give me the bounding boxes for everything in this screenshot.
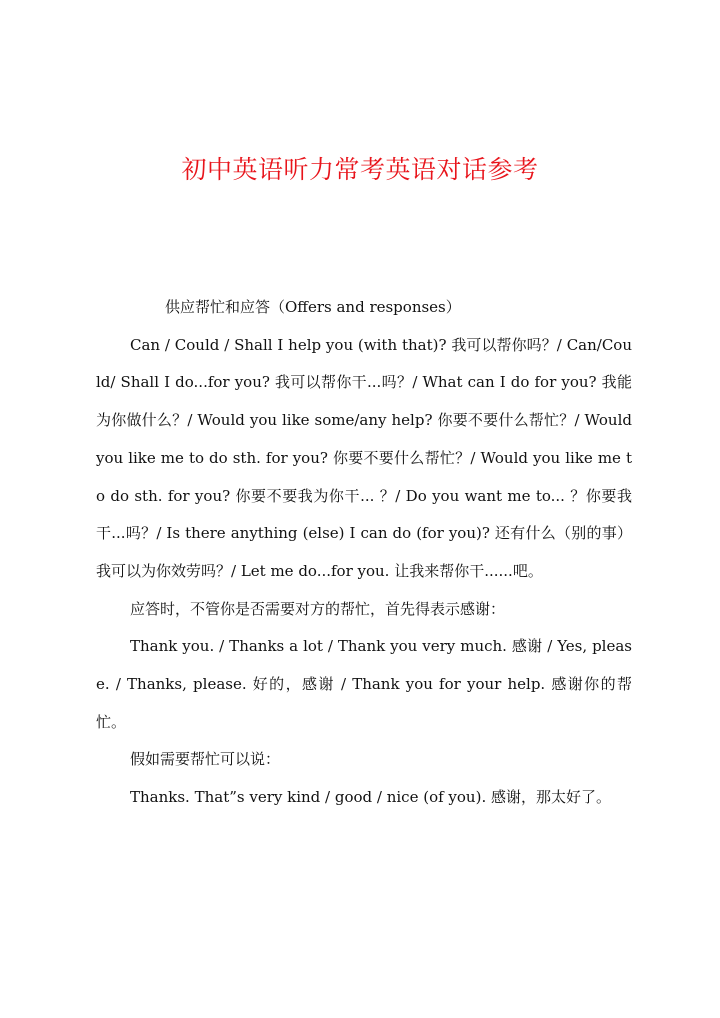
section-heading-offers: 供应帮忙和应答（Offers and responses） [165,298,461,316]
paragraph-need-help-intro: 假如需要帮忙可以说： [130,750,281,769]
paragraph-kind-phrases: Thanks. That”s very kind / good / nice (of you). 感谢，那太好了。 [130,788,611,807]
paragraph-response-intro: 应答时，不管你是否需要对方的帮忙，首先得表示感谢： [130,599,506,618]
paragraph-offer-phrases: Can / Could / Shall I help you (with that)? 我可以帮你吗？/ Can/Could/ Shall I do...for you? 我可以帮你干...吗？/ What can I do for you? 我能为你做什么？/ Would you like some/any help? 你要不要什么帮忙？/ Would you like me to do sth. for you? 你要不要什么帮忙？/ Would you like me to do sth. for you? 你要不要我为你干... ？/ Do you want me to... ？你要我干...吗？/ Is there anything (else) I can do (for you)? 还有什么（别的事）我可以为你效劳吗？/ Let me do...for you. 让我来帮你干......吧。 [96,335,632,580]
document-body [96,289,632,817]
document-title: 初中英语听力常考英语对话参考 [181,155,539,184]
paragraph-thanks-phrases: Thank you. / Thanks a lot / Thank you very much. 感谢 / Yes, please. / Thanks, please. 好的，感谢 / Thank you for your help. 感谢你的帮忙。 [96,637,632,731]
